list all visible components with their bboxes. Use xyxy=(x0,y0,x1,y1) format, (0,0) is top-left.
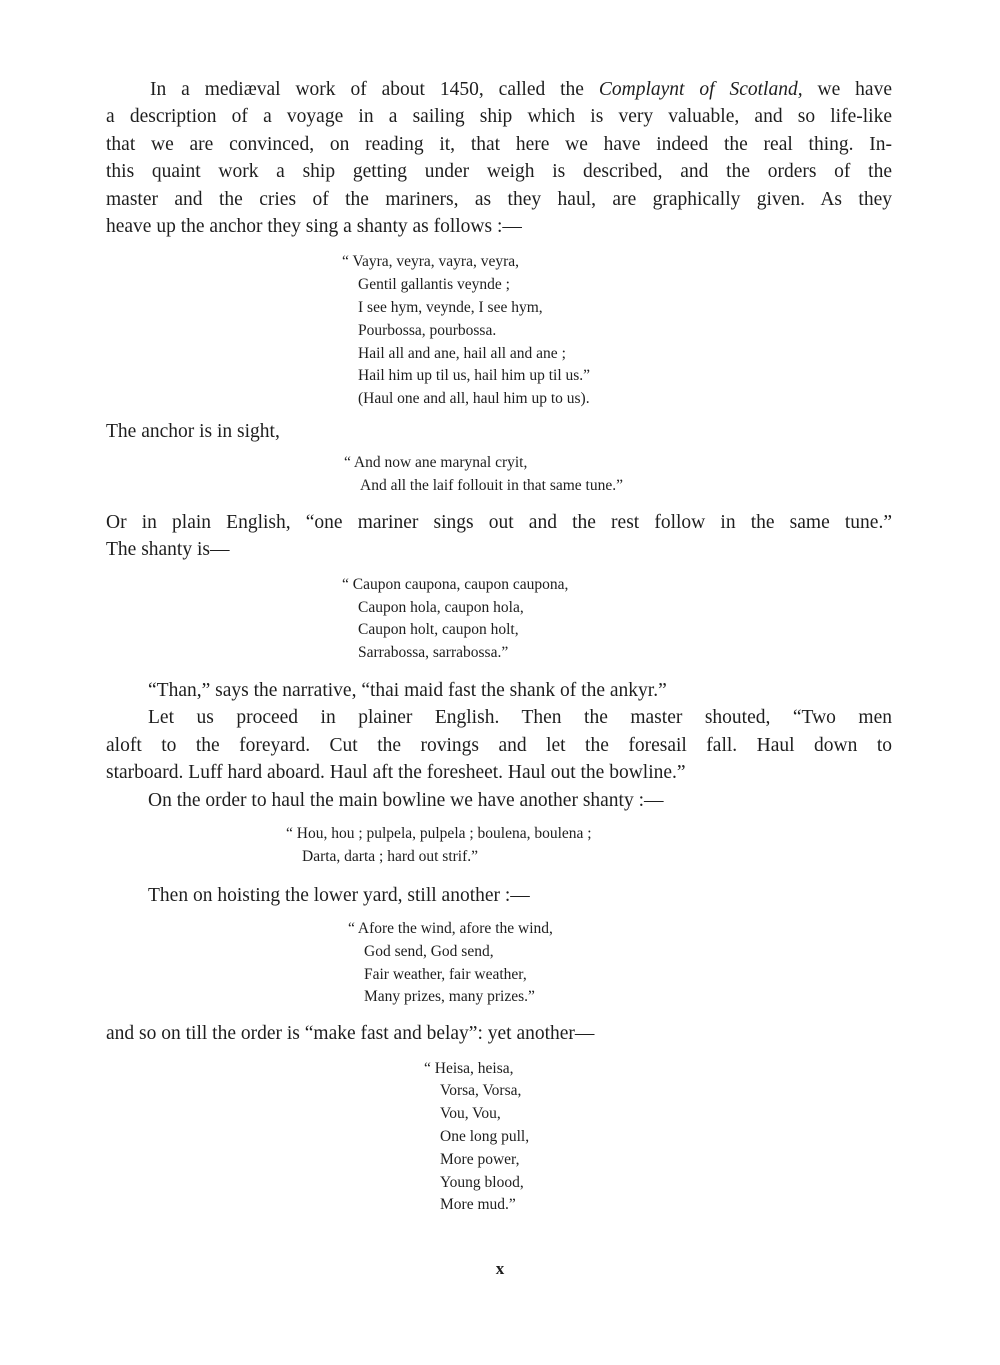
paragraph-line: “Than,” says the narrative, “thai maid fast the shank of the ankyr.” xyxy=(148,680,667,702)
verse-line: Sarrabossa, sarrabossa.” xyxy=(358,644,509,662)
paragraph-anchor: The anchor is in sight, xyxy=(106,421,280,443)
paragraph-line: and so on till the order is “make fast and belay”: yet another— xyxy=(106,1023,595,1045)
verse-line: Vou, Vou, xyxy=(440,1105,501,1123)
verse-line: Young blood, xyxy=(440,1173,524,1191)
paragraph-line: aloft to the foreyard. Cut the rovings and let the foresail fall. Haul down to xyxy=(106,734,892,756)
book-title: Complaynt of Scotland, xyxy=(598,79,803,100)
paragraph-complaynt xyxy=(106,76,892,240)
paragraph-line: that we are convinced, on reading it, that here we have indeed the real thing. In- xyxy=(106,133,892,155)
verse-line: Pourbossa, pourbossa. xyxy=(358,321,497,339)
paragraph-line: On the order to haul the main bowline we have another shanty :— xyxy=(148,789,664,811)
paragraph-line: master and the cries of the mariners, as they haul, are graphically given. As they xyxy=(106,188,892,210)
paragraph-line: a description of a voyage in a sailing ship which is very valuable, and so life-like xyxy=(106,106,892,128)
verse-line: “ And now ane marynal cryit, xyxy=(344,454,528,472)
paragraph-plain-english xyxy=(106,509,892,564)
verse-line: “ Vayra, veyra, vayra, veyra, xyxy=(342,253,520,271)
paragraph-master-orders xyxy=(106,704,892,786)
verse-line: Hail him up til us, hail him up til us.” xyxy=(358,367,591,385)
verse-line: More power, xyxy=(440,1150,520,1168)
verse-line: More mud.” xyxy=(440,1196,516,1214)
paragraph-bowline xyxy=(106,787,892,814)
page-body xyxy=(106,76,892,1217)
verse-vayra xyxy=(342,251,892,411)
paragraph-line: The shanty is— xyxy=(106,539,230,561)
verse-line: Caupon hola, caupon hola, xyxy=(358,598,524,616)
verse-line: And all the laif follouit in that same tune.” xyxy=(360,477,624,495)
verse-line: “ Hou, hou ; pulpela, pulpela ; boulena, boulena ; xyxy=(286,825,592,843)
paragraph-line: In a mediæval work of about 1450, called the Complaynt of Scotland, we have xyxy=(150,79,892,100)
verse-line: Fair weather, fair weather, xyxy=(364,965,527,983)
paragraph-belay xyxy=(106,1020,892,1047)
verse-line: Darta, darta ; hard out strif.” xyxy=(302,847,479,865)
verse-heisa xyxy=(424,1058,892,1218)
verse-line: Hail all and ane, hail all and ane ; xyxy=(358,344,566,362)
verse-marynal xyxy=(344,452,892,498)
verse-line: Caupon holt, caupon holt, xyxy=(358,621,519,639)
paragraph-line: Let us proceed in plainer English. Then the master shouted, “Two men xyxy=(148,707,892,729)
verse-line: Gentil gallantis veynde ; xyxy=(358,276,510,294)
paragraph-lower-yard xyxy=(106,882,892,909)
paragraph-than xyxy=(106,677,892,704)
verse-line: (Haul one and all, haul him up to us). xyxy=(358,390,590,408)
verse-line: God send, God send, xyxy=(364,942,494,960)
verse-line: Many prizes, many prizes.” xyxy=(364,988,535,1006)
verse-afore-the-wind xyxy=(348,918,892,1009)
verse-hou xyxy=(286,823,892,869)
paragraph-line: Then on hoisting the lower yard, still another :— xyxy=(148,884,530,906)
verse-line: Vorsa, Vorsa, xyxy=(440,1082,522,1100)
verse-line: One long pull, xyxy=(440,1128,530,1146)
page-number: x xyxy=(495,1259,505,1278)
verse-caupon xyxy=(342,574,892,665)
verse-line: “ Heisa, heisa, xyxy=(424,1059,514,1077)
verse-line: I see hym, veynde, I see hym, xyxy=(358,299,543,317)
verse-line: “ Afore the wind, afore the wind, xyxy=(348,920,553,938)
verse-line: “ Caupon caupona, caupon caupona, xyxy=(342,575,569,593)
paragraph-line: starboard. Luff hard aboard. Haul aft the foresheet. Haul out the bowline.” xyxy=(106,762,686,784)
paragraph-line: Or in plain English, “one mariner sings out and the rest follow in the same tune.” xyxy=(106,512,892,534)
paragraph-line: heave up the anchor they sing a shanty as follows :— xyxy=(106,216,522,238)
paragraph-line: this quaint work a ship getting under weigh is described, and the orders of the xyxy=(106,161,892,183)
